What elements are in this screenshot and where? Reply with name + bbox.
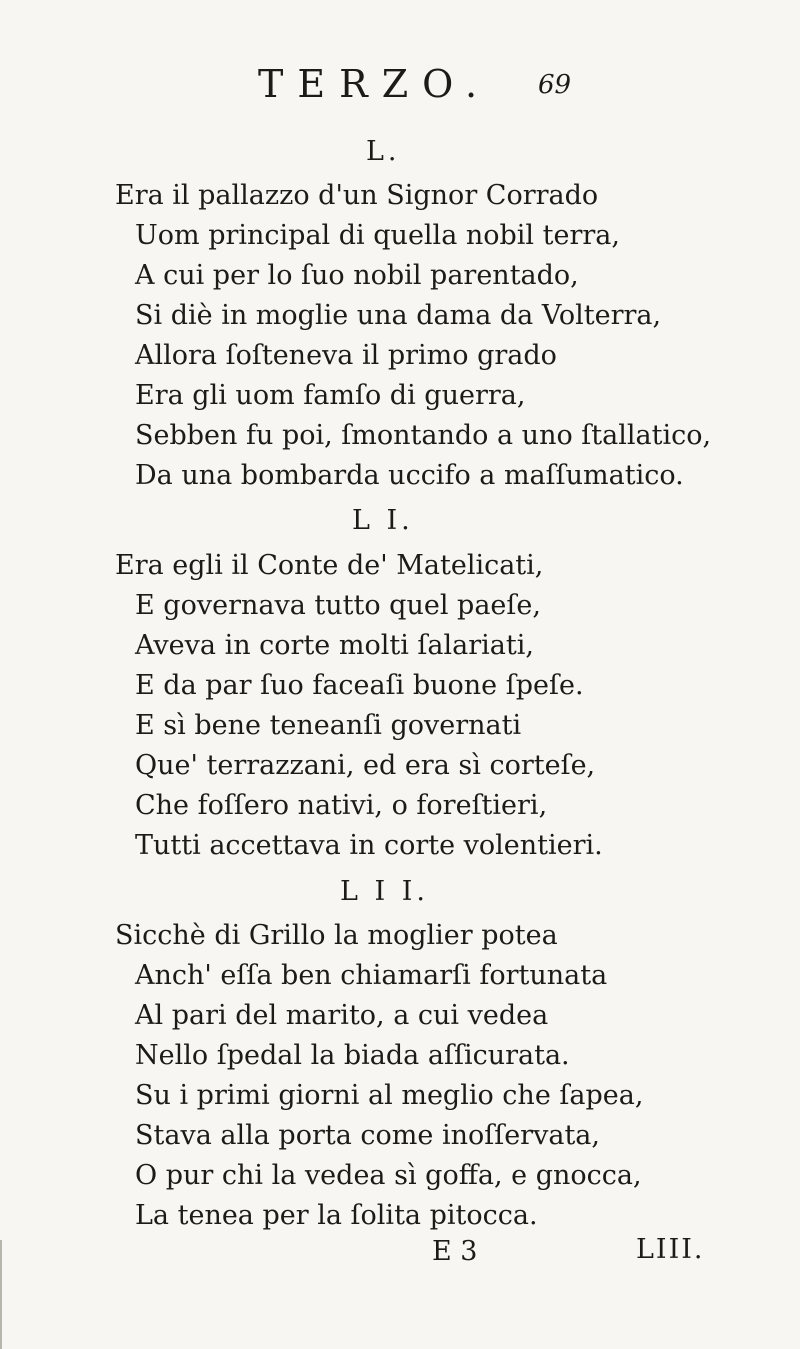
stanza-number: L I I. — [340, 876, 430, 907]
verse-line: Que' terrazzani, ed era sì corteſe, — [135, 750, 596, 781]
verse-line: Nello ſpedal la biada aſſicurata. — [135, 1040, 570, 1071]
verse-line: Si diè in moglie una dama da Volterra, — [135, 300, 662, 331]
signature-mark: E 3 — [432, 1236, 478, 1267]
catchword: LIII. — [636, 1234, 705, 1265]
verse-line: Era il pallazzo d'un Signor Corrado — [115, 180, 599, 211]
verse-line: Da una bombarda uccifo a maſſumatico. — [135, 460, 684, 491]
verse-line: Aveva in corte molti ſalariati, — [135, 630, 534, 661]
verse-line: Era gli uom famſo di guerra, — [135, 380, 526, 411]
verse-line: Uom principal di quella nobil terra, — [135, 220, 620, 251]
verse-line: Su i primi giorni al meglio che ſapea, — [135, 1080, 644, 1111]
verse-line: La tenea per la ſolita pitocca. — [135, 1200, 538, 1231]
verse-line: A cui per lo ſuo nobil parentado, — [135, 260, 579, 291]
verse-line: O pur chi la vedea sì goffa, e gnocca, — [135, 1160, 642, 1191]
verse-line: Che foſſero nativi, o foreſtieri, — [135, 790, 548, 821]
verse-line: Sicchè di Grillo la moglier potea — [115, 920, 558, 951]
verse-line: Al pari del marito, a cui vedea — [135, 1000, 549, 1031]
running-head: TERZO. — [258, 62, 492, 106]
verse-line: Allora ſoſteneva il primo grado — [135, 340, 557, 371]
page-number: 69 — [538, 70, 572, 100]
verse-line: Anch' eſſa ben chiamarſi fortunata — [135, 960, 608, 991]
verse-line: E sì bene teneanſi governati — [135, 710, 522, 741]
verse-line: E governava tutto quel paeſe, — [135, 590, 541, 621]
page-edge-line — [0, 1240, 2, 1349]
verse-line: E da par ſuo faceaſi buone ſpeſe. — [135, 670, 584, 701]
verse-line: Stava alla porta come inoſſervata, — [135, 1120, 600, 1151]
verse-line: Tutti accettava in corte volentieri. — [135, 830, 603, 861]
verse-line: Sebben fu poi, ſmontando a uno ſtallatico, — [135, 420, 712, 451]
stanza-number: L I. — [352, 505, 414, 536]
verse-line: Era egli il Conte de' Matelicati, — [115, 550, 544, 581]
stanza-number: L. — [366, 136, 401, 167]
